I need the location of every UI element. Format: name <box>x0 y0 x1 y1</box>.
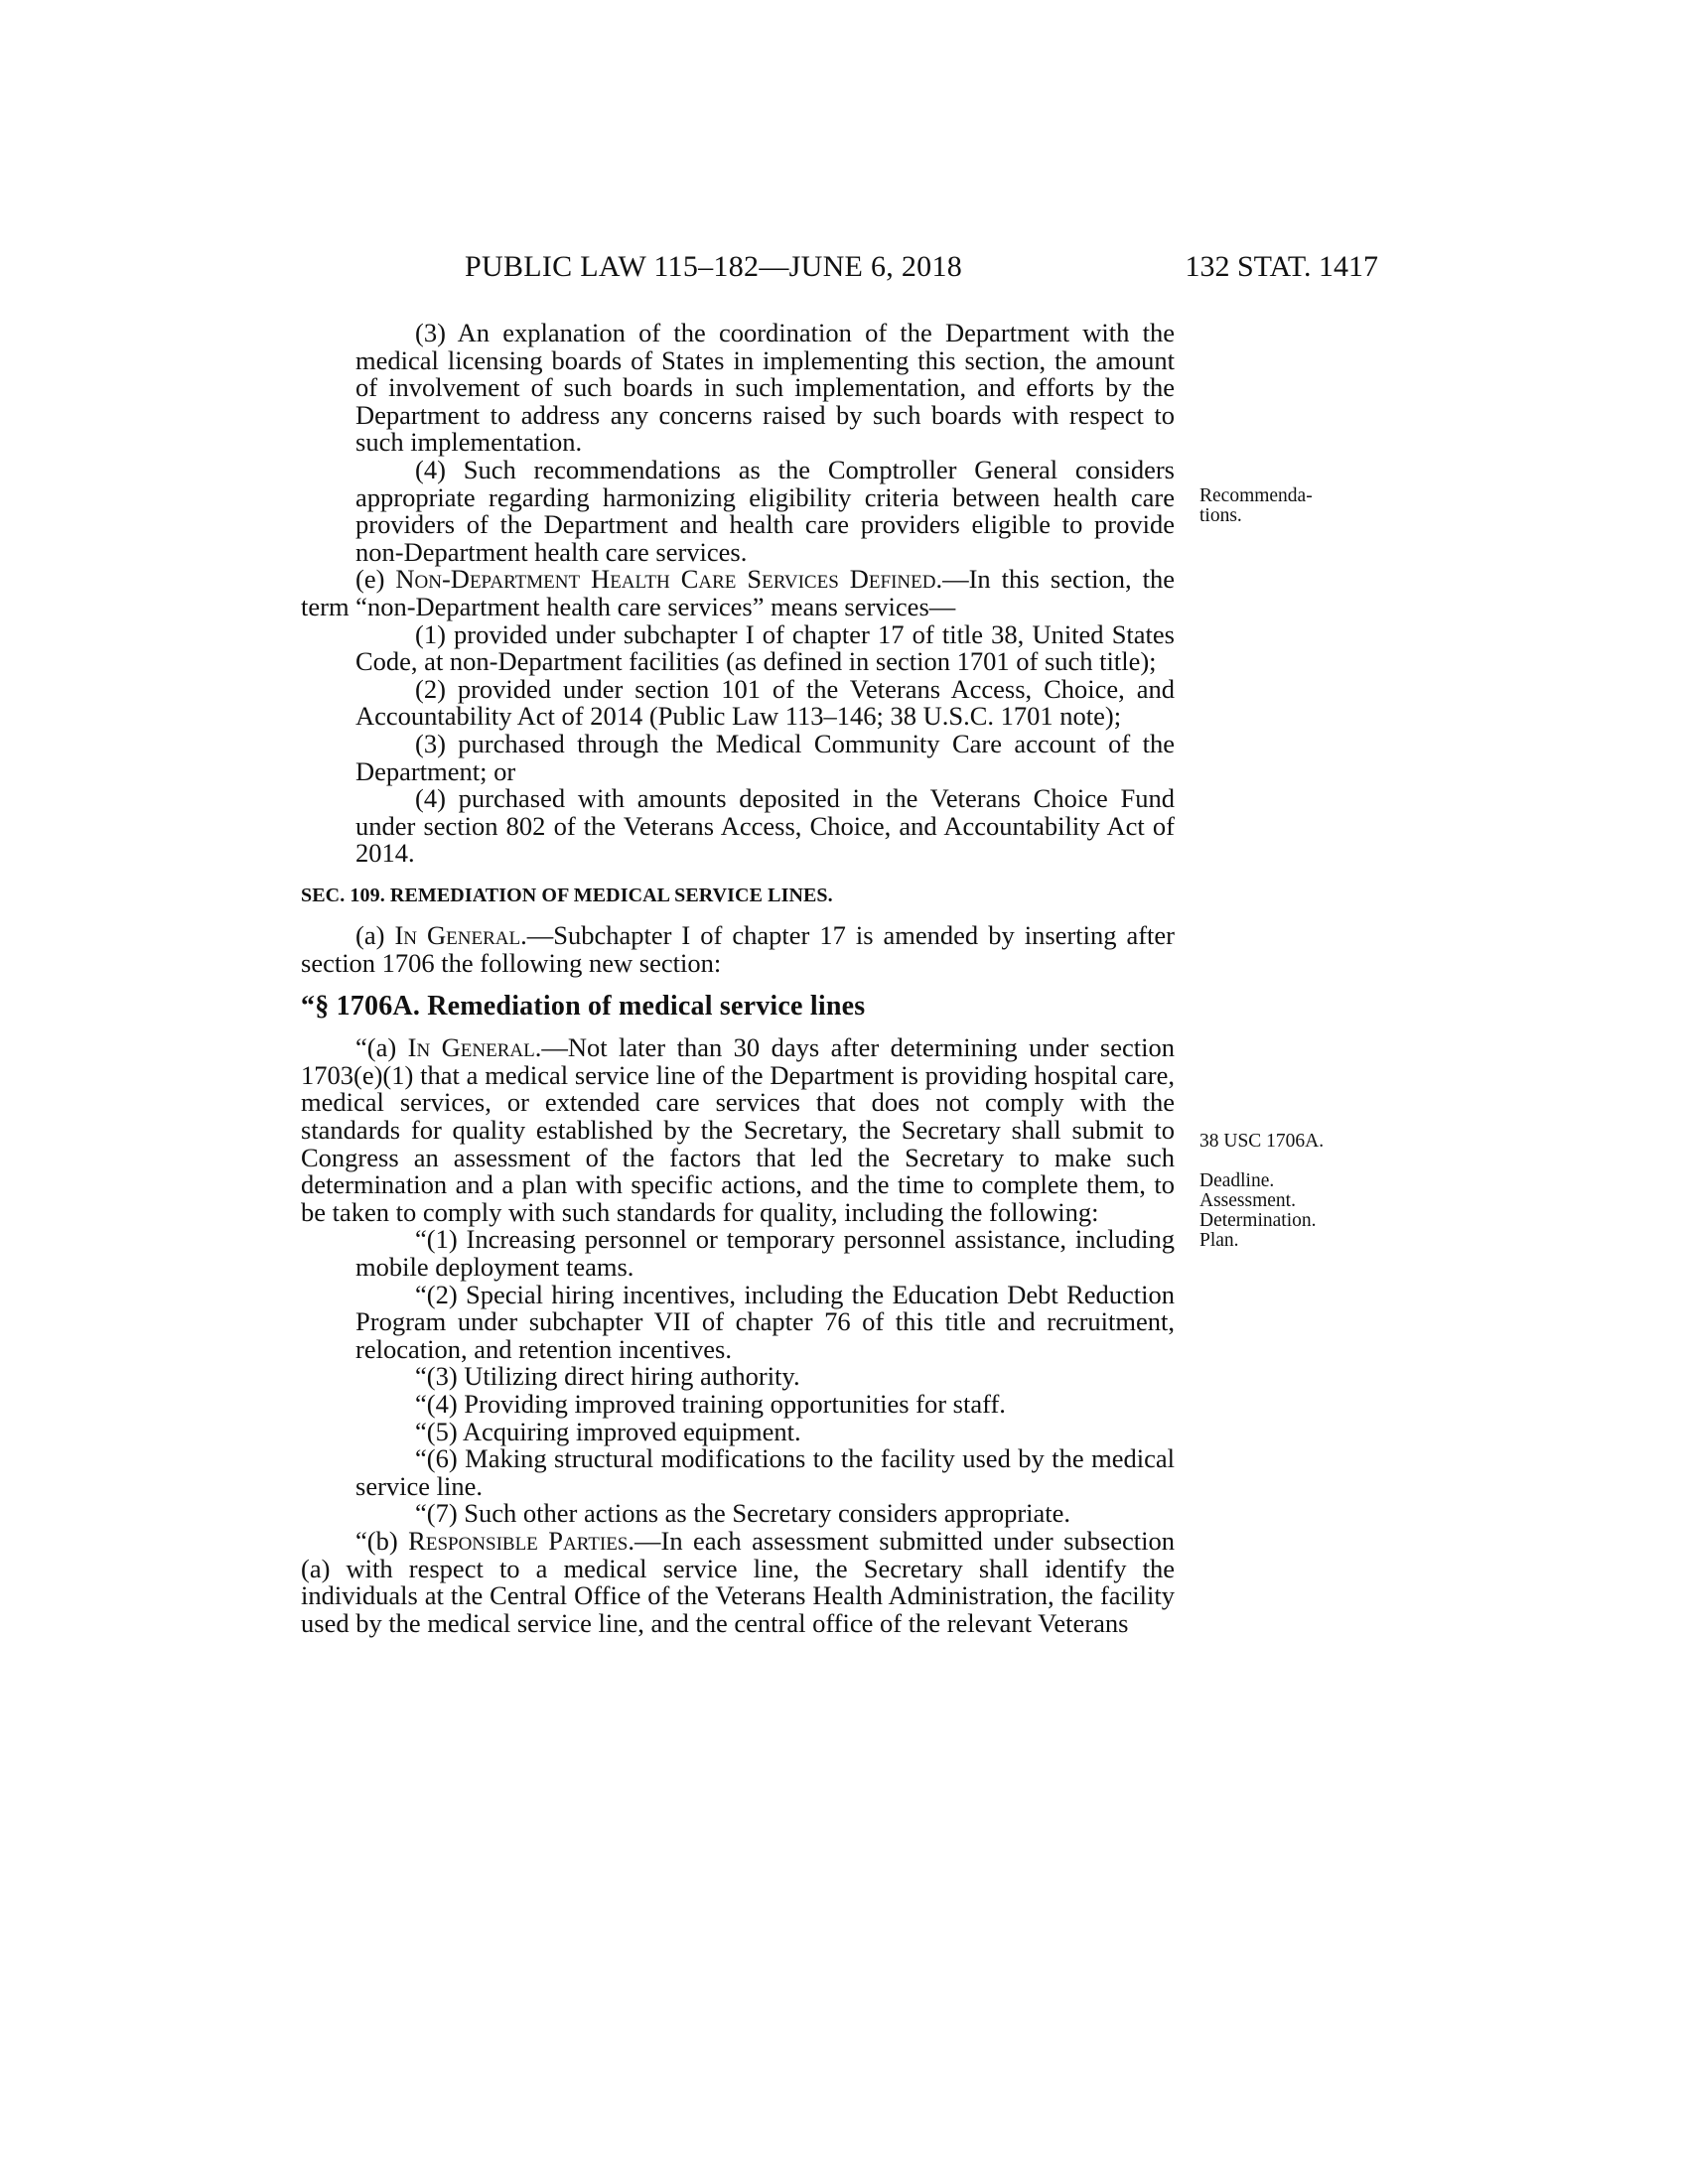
subsection-label: (a) <box>355 920 395 951</box>
body-text <box>301 320 1175 1637</box>
subsection-text: .—Not later than 30 days after determining under section 1703(e)(1) that a medical service line of the Department is providing hospital care, medical services, or extended care services that does not comply with the standards for quality established by the Secretary, the Secretary shall submit to Congress an assessment of the factors that led the Secretary to make such determination and a plan with specific actions, and the time to complete them, to be taken to comply with such standards for quality, including the following: <box>301 1032 1175 1227</box>
subsection-heading: Non-Department Health Care Services Defined <box>395 564 936 595</box>
subsection-label: “(a) <box>355 1032 408 1063</box>
paragraph-d3: (3) An explanation of the coordination of the Department with the medical licensing boards of States in implementing this section, the amount of involvement of such boards in such implementation, and efforts by the Department to address any concerns raised by such boards with respect to such implementation. <box>355 318 1175 458</box>
margin-note-recommendations <box>1199 486 1313 526</box>
paragraph-quoted-b <box>301 1525 1176 1638</box>
margin-note-line: Recommenda- <box>1199 485 1313 506</box>
subsection-text: .—In this section, the term “non-Department health care services” means services— <box>301 564 1175 621</box>
subsection-text: .—In each assessment submitted under subsection (a) with respect to a medical service line, the Secretary shall identify the individuals at the Central Office of the Veterans Health Administration, the facility used by the medical service line, and the central office of the relevant Veterans <box>301 1525 1176 1638</box>
paragraph-q7: “(7) Such other actions as the Secretary considers appropriate. <box>415 1498 1071 1529</box>
paragraph-e <box>301 566 1175 620</box>
paragraph-e1: (1) provided under subchapter I of chapter 17 of title 38, United States Code, at non-Department facilities (as defined in section 1701 of such title); <box>355 618 1175 677</box>
section-heading-1706a: “§ 1706A. Remediation of medical service lines <box>301 990 866 1022</box>
page-header-right: 132 STAT. 1417 <box>1185 250 1378 283</box>
paragraph-e2: (2) provided under section 101 of the Veterans Access, Choice, and Accountability Act of 2014 (Public Law 113–146; 38 U.S.C. 1701 note); <box>355 673 1175 732</box>
paragraph-e4: (4) purchased with amounts deposited in the Veterans Choice Fund under section 802 of the Veterans Access, Choice, and Accountability Act of 2014. <box>355 783 1175 869</box>
margin-note-line: tions. <box>1199 505 1242 526</box>
margin-note-line: Plan. <box>1199 1230 1239 1251</box>
margin-note-line: Assessment. <box>1199 1190 1296 1211</box>
subsection-label: (e) <box>355 564 396 595</box>
paragraph-quoted-a <box>301 1034 1175 1226</box>
subsection-heading: In General <box>394 920 521 951</box>
paragraph-d4: (4) Such recommendations as the Comptroller General considers appropriate regarding harmonizing eligibility criteria between health care providers of the Department and health care providers eligible to provide non-Department health care services. <box>355 454 1175 567</box>
subsection-heading: Responsible Parties <box>408 1525 629 1556</box>
margin-note-usc: 38 USC 1706A. <box>1199 1131 1325 1152</box>
subsection-text: .—Subchapter I of chapter 17 is amended by inserting after section 1706 the following new section: <box>301 920 1175 979</box>
subsection-heading: In General <box>407 1032 535 1063</box>
subsection-label: “(b) <box>355 1525 409 1556</box>
paragraph-q4: “(4) Providing improved training opportunities for staff. <box>415 1388 1006 1419</box>
margin-note-line: Deadline. <box>1199 1170 1275 1191</box>
paragraph-q6: “(6) Making structural modifications to the facility used by the medical service line. <box>355 1443 1175 1501</box>
paragraph-q3: “(3) Utilizing direct hiring authority. <box>415 1361 800 1392</box>
paragraph-a <box>301 922 1175 977</box>
paragraph-q1: “(1) Increasing personnel or temporary personnel assistance, including mobile deployment teams. <box>355 1224 1175 1282</box>
paragraph-e3: (3) purchased through the Medical Community Care account of the Department; or <box>355 728 1175 786</box>
margin-note-deadline <box>1199 1171 1317 1251</box>
section-heading-109: SEC. 109. REMEDIATION OF MEDICAL SERVICE LINES. <box>301 884 833 906</box>
margin-note-line: Determination. <box>1199 1210 1317 1231</box>
page-header-left: PUBLIC LAW 115–182—JUNE 6, 2018 <box>465 250 963 283</box>
paragraph-q5: “(5) Acquiring improved equipment. <box>415 1416 801 1446</box>
paragraph-q2: “(2) Special hiring incentives, including the Education Debt Reduction Program under subchapter VII of chapter 76 of this title and recruitment, relocation, and retention incentives. <box>355 1279 1175 1364</box>
